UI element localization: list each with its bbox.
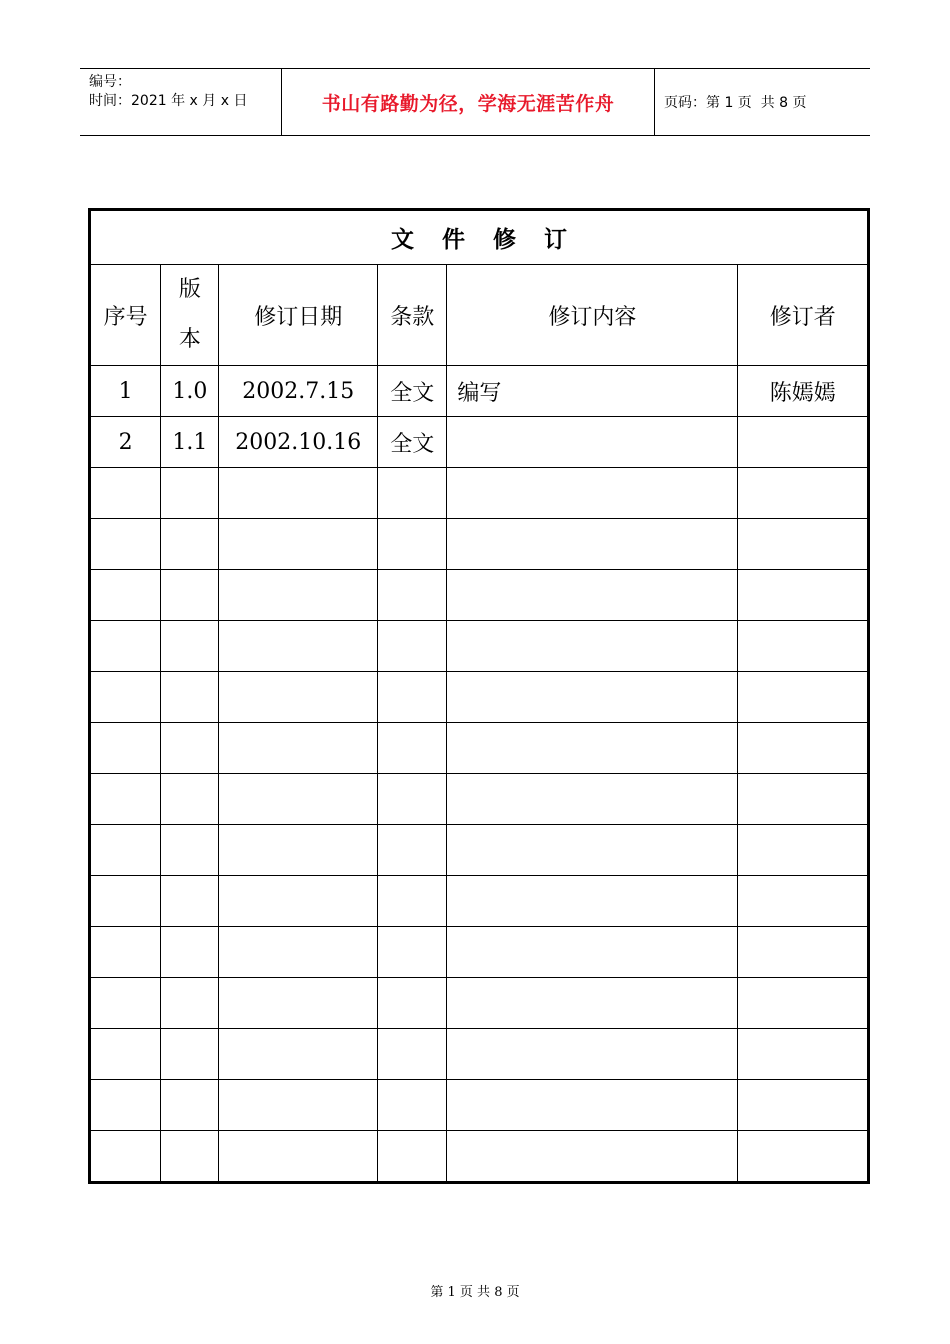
cell-version xyxy=(161,723,219,774)
cell-version xyxy=(161,1080,219,1131)
cell-seq xyxy=(90,978,161,1029)
cell-date xyxy=(219,825,378,876)
cell-version xyxy=(161,774,219,825)
table-row xyxy=(90,1131,869,1183)
cell-seq xyxy=(90,468,161,519)
cell-content xyxy=(447,978,738,1029)
table-row xyxy=(90,570,869,621)
cell-version xyxy=(161,1029,219,1080)
cell-date xyxy=(219,621,378,672)
cell-date xyxy=(219,1131,378,1183)
cell-content xyxy=(447,519,738,570)
cell-seq xyxy=(90,519,161,570)
revision-table xyxy=(88,208,870,1184)
cell-reviser xyxy=(738,621,869,672)
cell-date: 2002.7.15 xyxy=(219,366,378,417)
cell-clause xyxy=(378,621,447,672)
cell-seq xyxy=(90,723,161,774)
header-page-cell xyxy=(655,69,870,135)
cell-date xyxy=(219,672,378,723)
cell-date xyxy=(219,978,378,1029)
cell-version xyxy=(161,1131,219,1183)
cell-reviser xyxy=(738,723,869,774)
cell-version xyxy=(161,876,219,927)
cell-clause xyxy=(378,672,447,723)
footer-page-number: 第 1 页 共 8 页 xyxy=(430,1285,520,1300)
cell-content xyxy=(447,825,738,876)
table-row xyxy=(90,978,869,1029)
header-motto-cell xyxy=(282,69,655,135)
cell-seq xyxy=(90,774,161,825)
table-row xyxy=(90,366,869,417)
page-header xyxy=(80,68,870,136)
cell-date xyxy=(219,570,378,621)
cell-clause xyxy=(378,927,447,978)
cell-clause xyxy=(378,876,447,927)
table-title: 文件修订 xyxy=(90,210,869,265)
cell-reviser xyxy=(738,519,869,570)
cell-seq xyxy=(90,1080,161,1131)
cell-clause xyxy=(378,1080,447,1131)
cell-seq xyxy=(90,621,161,672)
cell-clause xyxy=(378,1029,447,1080)
cell-seq: 1 xyxy=(90,366,161,417)
header-content: 修订内容 xyxy=(447,265,738,366)
cell-clause xyxy=(378,468,447,519)
cell-content xyxy=(447,672,738,723)
document-time-label: 时间：2021 年 x 月 x 日 xyxy=(89,93,248,109)
cell-clause xyxy=(378,723,447,774)
table-row xyxy=(90,774,869,825)
cell-content xyxy=(447,468,738,519)
cell-reviser xyxy=(738,1131,869,1183)
table-row xyxy=(90,1029,869,1080)
header-meta xyxy=(80,69,282,135)
cell-content xyxy=(447,1131,738,1183)
cell-version: 1.0 xyxy=(161,366,219,417)
cell-reviser: 陈嫣嫣 xyxy=(738,366,869,417)
cell-date: 2002.10.16 xyxy=(219,417,378,468)
cell-clause xyxy=(378,774,447,825)
table-row xyxy=(90,1080,869,1131)
cell-reviser xyxy=(738,672,869,723)
cell-content xyxy=(447,876,738,927)
cell-reviser xyxy=(738,1029,869,1080)
table-row xyxy=(90,876,869,927)
cell-reviser xyxy=(738,417,869,468)
table-row xyxy=(90,825,869,876)
cell-clause xyxy=(378,1131,447,1183)
cell-date xyxy=(219,519,378,570)
table-row xyxy=(90,519,869,570)
cell-content xyxy=(447,723,738,774)
cell-version xyxy=(161,927,219,978)
cell-date xyxy=(219,876,378,927)
table-row xyxy=(90,672,869,723)
header-date: 修订日期 xyxy=(219,265,378,366)
cell-reviser xyxy=(738,876,869,927)
cell-version xyxy=(161,672,219,723)
header-version-line1: 版 xyxy=(178,277,201,302)
cell-seq xyxy=(90,570,161,621)
page-footer xyxy=(0,1281,950,1300)
cell-date xyxy=(219,1080,378,1131)
header-seq: 序号 xyxy=(90,265,161,366)
cell-reviser xyxy=(738,468,869,519)
header-version-line2: 本 xyxy=(178,327,201,352)
cell-version: 1.1 xyxy=(161,417,219,468)
cell-content xyxy=(447,417,738,468)
cell-reviser xyxy=(738,1080,869,1131)
cell-content xyxy=(447,570,738,621)
header-reviser: 修订者 xyxy=(738,265,869,366)
cell-reviser xyxy=(738,570,869,621)
cell-reviser xyxy=(738,978,869,1029)
cell-reviser xyxy=(738,927,869,978)
cell-version xyxy=(161,621,219,672)
table-row xyxy=(90,468,869,519)
table-row xyxy=(90,417,869,468)
cell-seq: 2 xyxy=(90,417,161,468)
cell-clause xyxy=(378,570,447,621)
document-number-label: 编号： xyxy=(89,74,131,90)
cell-seq xyxy=(90,927,161,978)
cell-content xyxy=(447,1080,738,1131)
cell-date xyxy=(219,1029,378,1080)
cell-version xyxy=(161,978,219,1029)
cell-content xyxy=(447,1029,738,1080)
cell-clause xyxy=(378,519,447,570)
cell-content xyxy=(447,774,738,825)
cell-date xyxy=(219,468,378,519)
table-header-row xyxy=(90,265,869,366)
cell-clause xyxy=(378,978,447,1029)
cell-date xyxy=(219,927,378,978)
cell-content xyxy=(447,621,738,672)
table-row xyxy=(90,621,869,672)
cell-clause xyxy=(378,825,447,876)
cell-version xyxy=(161,519,219,570)
cell-clause: 全文 xyxy=(378,417,447,468)
cell-version xyxy=(161,468,219,519)
header-version xyxy=(161,265,219,366)
header-page-label: 页码：第 1 页 共 8 页 xyxy=(664,95,807,111)
cell-seq xyxy=(90,1029,161,1080)
cell-version xyxy=(161,570,219,621)
cell-reviser xyxy=(738,825,869,876)
cell-content xyxy=(447,927,738,978)
header-motto: 书山有路勤为径，学海无涯苦作舟 xyxy=(321,92,615,115)
cell-date xyxy=(219,774,378,825)
cell-date xyxy=(219,723,378,774)
cell-content: 编写 xyxy=(447,366,738,417)
table-row xyxy=(90,927,869,978)
cell-seq xyxy=(90,825,161,876)
table-row xyxy=(90,723,869,774)
cell-clause: 全文 xyxy=(378,366,447,417)
cell-version xyxy=(161,825,219,876)
cell-seq xyxy=(90,876,161,927)
cell-reviser xyxy=(738,774,869,825)
cell-seq xyxy=(90,672,161,723)
header-clause: 条款 xyxy=(378,265,447,366)
cell-seq xyxy=(90,1131,161,1183)
